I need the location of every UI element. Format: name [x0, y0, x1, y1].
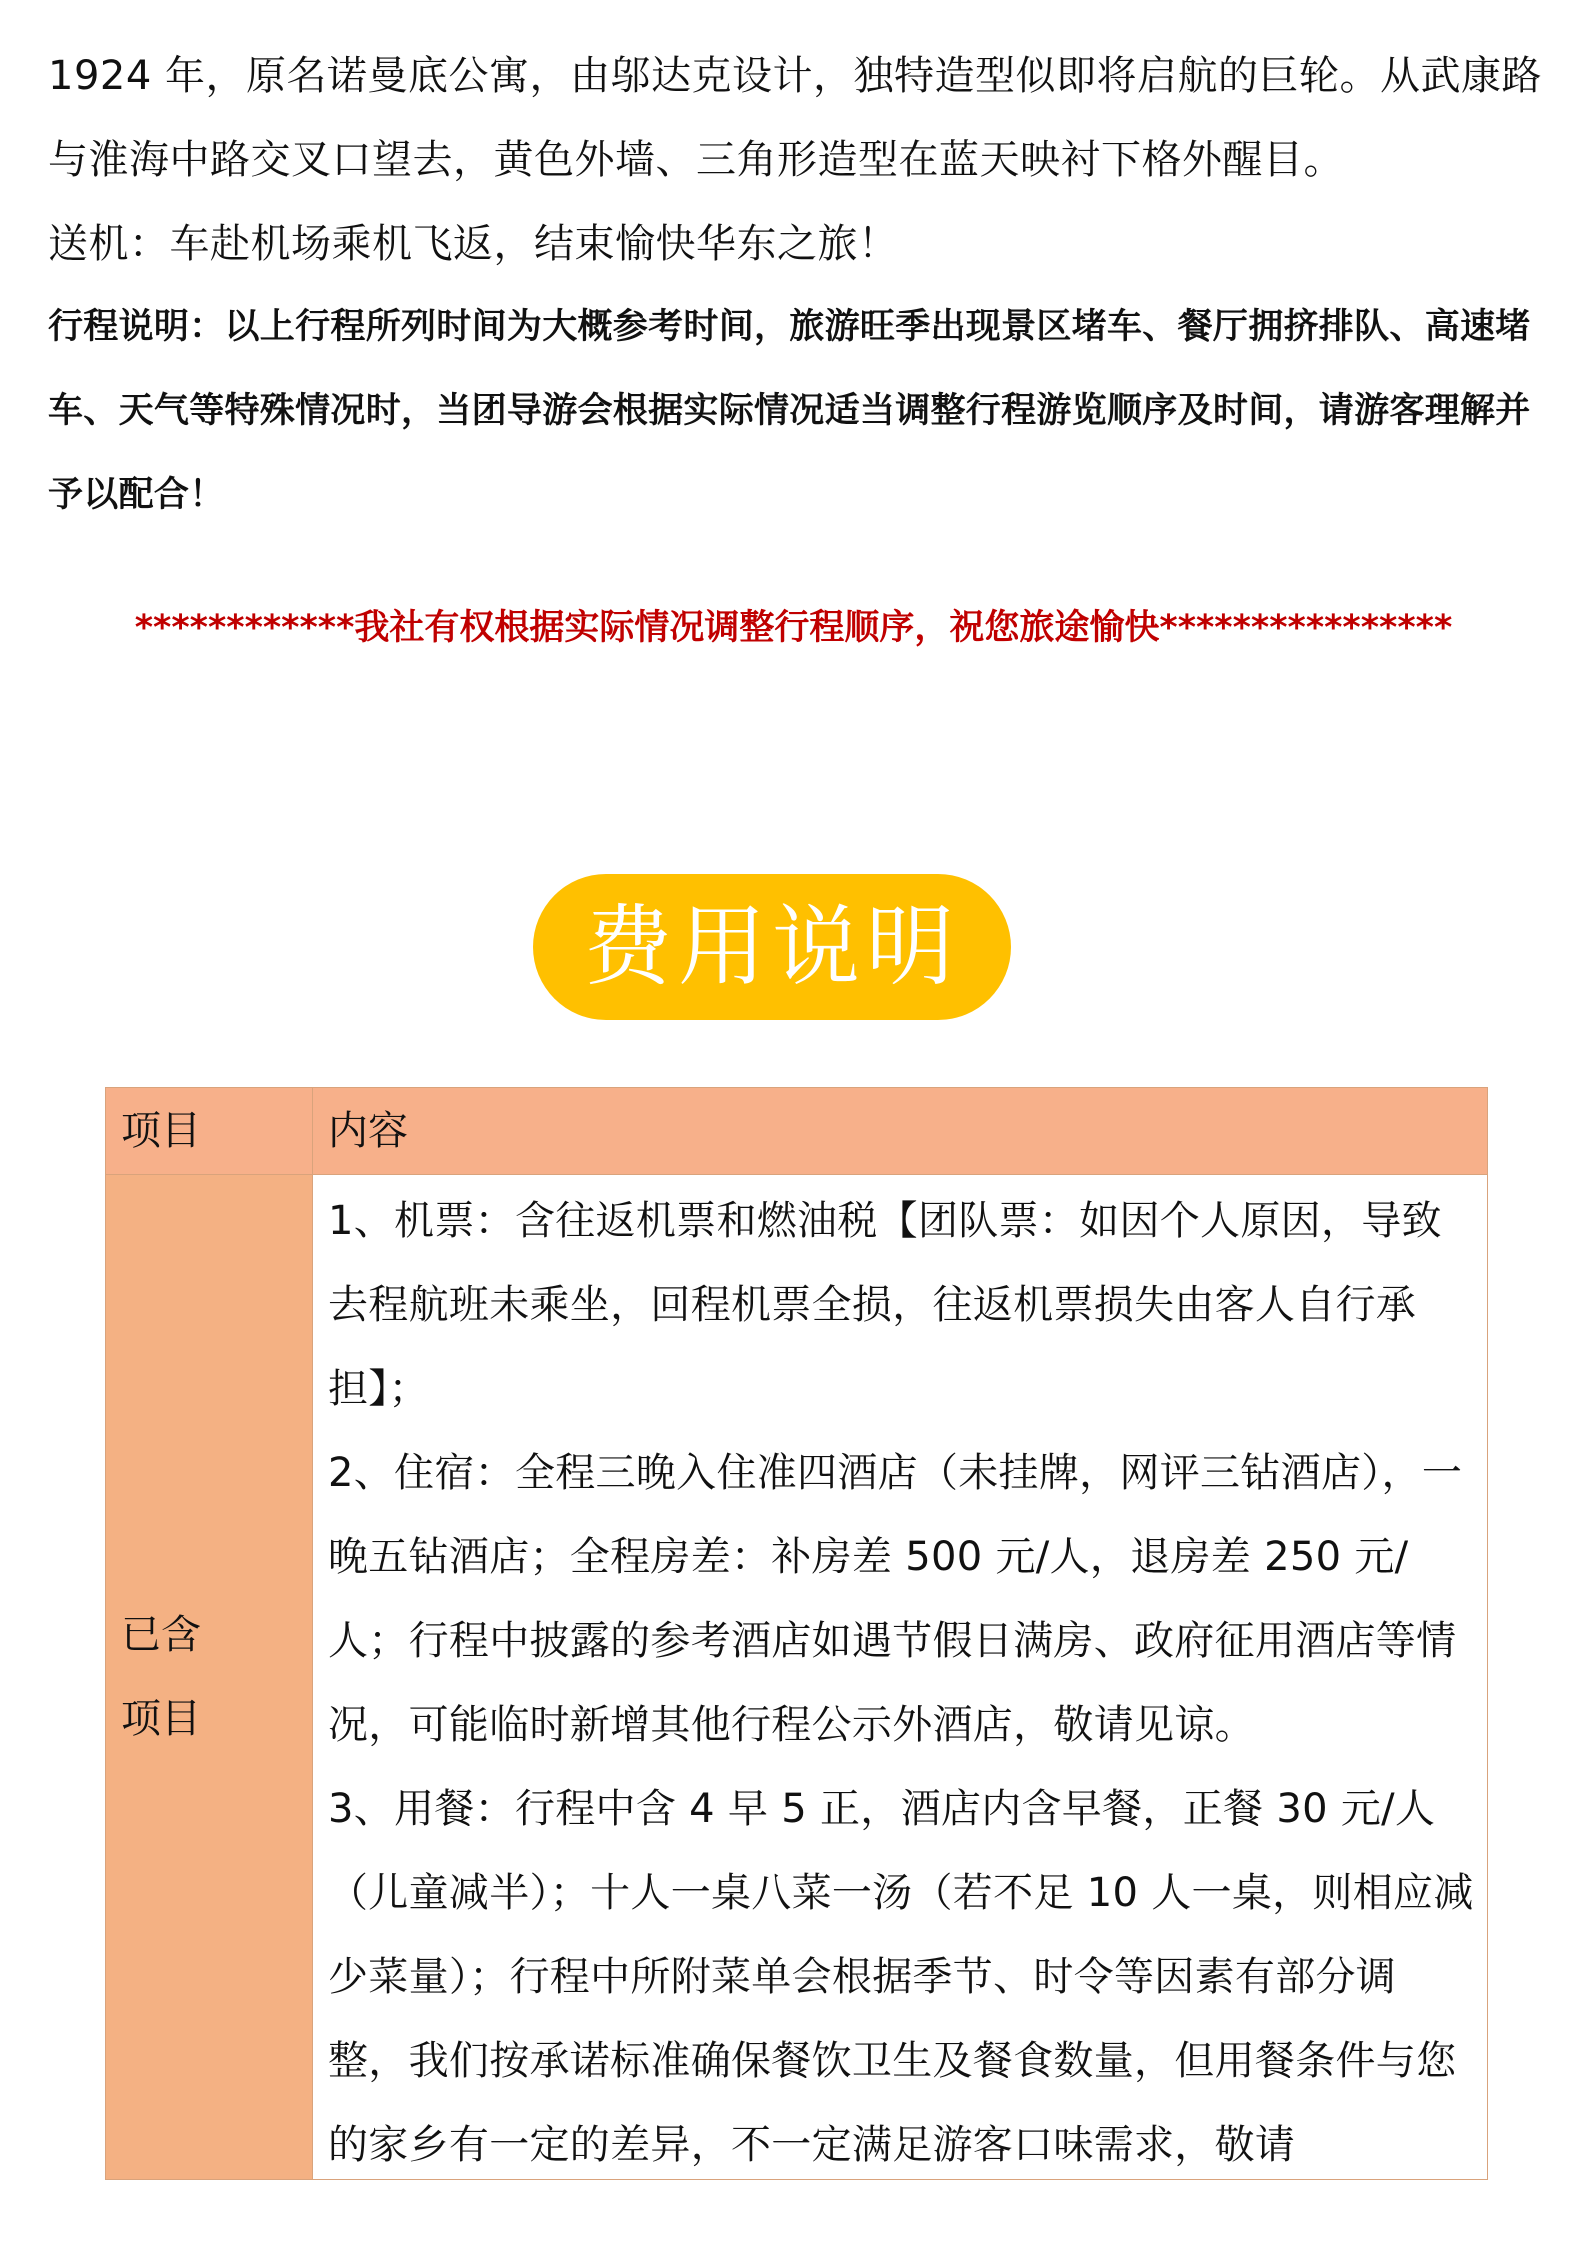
fee-table	[105, 1087, 1488, 2180]
content-hotel: 2、住宿：全程三晚入住准四酒店（未挂牌，网评三钻酒店），一晚五钻酒店；全程房差：补房差 500 元/人，退房差 250 元/人；行程中披露的参考酒店如遇节假日满房、政府征用酒店等情况，可能临时新增其他行程公示外酒店，敬请见谅。	[328, 1450, 1463, 1748]
row-item-cell	[106, 1175, 313, 2180]
row-content-cell	[313, 1175, 1488, 2180]
itinerary-note: 行程说明：以上行程所列时间为大概参考时间，旅游旺季出现景区堵车、餐厅拥挤排队、高速堵车、天气等特殊情况时，当团导游会根据实际情况适当调整行程游览顺序及时间，请游客理解并予以配合！	[48, 307, 1531, 515]
header-label-item: 项目	[121, 1108, 201, 1154]
itinerary-text	[48, 34, 1548, 286]
content-meals: 3、用餐：行程中含 4 早 5 正，酒店内含早餐，正餐 30 元/人（儿童减半）；十人一桌八菜一汤（若不足 10 人一桌，则相应减少菜量）；行程中所附菜单会根据季节、时令等因素有部分调整，我们按承诺标准确保餐饮卫生及餐食数量，但用餐条件与您的家乡有一定的差异，不一定满足游客口味需求，敬请	[328, 1786, 1474, 2168]
section-title-badge	[533, 874, 1011, 1020]
row-content	[313, 1175, 1487, 2179]
warning-banner: ************我社有权根据实际情况调整行程顺序，祝您旅途愉快****************	[134, 608, 1453, 648]
header-cell-content	[313, 1088, 1488, 1175]
content-flight: 1、机票：含往返机票和燃油税【团队票：如因个人原因，导致去程航班未乘坐，回程机票全损，往返机票损失由客人自行承担】；	[328, 1198, 1442, 1412]
itinerary-paragraph-building: 1924 年，原名诺曼底公寓，由邬达克设计，独特造型似即将启航的巨轮。从武康路与淮海中路交叉口望去，黄色外墙、三角形造型在蓝天映衬下格外醒目。	[48, 53, 1543, 183]
section-title: 费用说明	[583, 895, 960, 998]
table-row	[106, 1175, 1488, 2180]
header-cell-item	[106, 1088, 313, 1175]
table-header-row	[106, 1088, 1488, 1175]
itinerary-paragraph-departure: 送机：车赴机场乘机飞返，结束愉快华东之旅！	[48, 221, 899, 267]
header-label-content: 内容	[328, 1108, 408, 1154]
row-item-label: 已含项目	[121, 1612, 201, 1742]
